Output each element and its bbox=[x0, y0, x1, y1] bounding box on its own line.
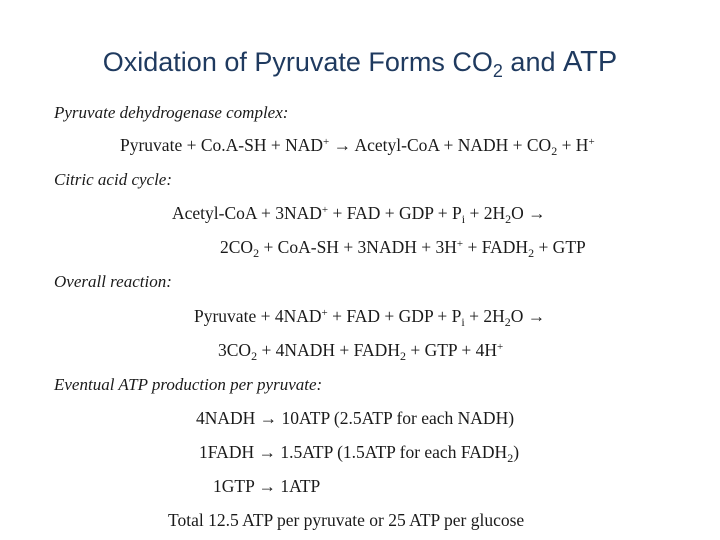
eq-sup: + bbox=[456, 238, 464, 250]
equation-cac-2 bbox=[220, 237, 586, 258]
eq-sup: + bbox=[321, 204, 329, 216]
eq-sub: i bbox=[461, 212, 466, 226]
eq-sup: + bbox=[321, 307, 328, 319]
eq-text: O → bbox=[510, 306, 546, 326]
section-heading-atp: Eventual ATP production per pyruvate: bbox=[54, 375, 323, 394]
section-heading-cac: Citric acid cycle: bbox=[54, 170, 173, 189]
eq-text: + 2H bbox=[465, 203, 506, 223]
equation-cac-1 bbox=[172, 203, 546, 224]
equation-overall-2 bbox=[218, 340, 503, 361]
title-text-atp: ATP bbox=[562, 46, 618, 78]
eq-sup: + bbox=[497, 341, 504, 353]
eq-sub: 2 bbox=[504, 315, 511, 329]
eq-text: Pyruvate + 4NAD bbox=[194, 306, 322, 326]
section-heading-overall: Overall reaction: bbox=[54, 272, 172, 291]
eq-sub: 2 bbox=[251, 349, 258, 363]
equation-overall-1 bbox=[194, 306, 545, 327]
eq-text: 3CO bbox=[218, 340, 252, 360]
eq-text: Acetyl-CoA + 3NAD bbox=[172, 203, 322, 223]
eq-sub: 2 bbox=[253, 246, 260, 260]
eq-sub: 2 bbox=[505, 212, 512, 226]
slide-title bbox=[0, 46, 720, 79]
eq-text: + GTP + 4H bbox=[405, 340, 497, 360]
eq-text: O → bbox=[511, 203, 546, 223]
atp-line-fadh bbox=[199, 442, 519, 463]
eq-text: + FADH bbox=[463, 237, 529, 257]
title-text-and: and bbox=[502, 47, 563, 77]
eq-sub: 2 bbox=[528, 246, 535, 260]
eq-sub: 2 bbox=[507, 451, 514, 465]
eq-sup: + bbox=[588, 136, 595, 148]
title-subscript: 2 bbox=[492, 61, 503, 81]
atp-line-nadh: 4NADH → 10ATP (2.5ATP for each NADH) bbox=[196, 408, 515, 428]
eq-text: 2CO bbox=[220, 237, 254, 257]
eq-text: + FAD + GDP + P bbox=[327, 306, 462, 326]
eq-text: + CoA-SH + 3NADH + 3H bbox=[259, 237, 457, 257]
eq-text: + 4NADH + FADH bbox=[257, 340, 400, 360]
eq-text: ) bbox=[513, 442, 520, 462]
atp-line-gtp: 1GTP → 1ATP bbox=[213, 476, 321, 496]
eq-text: 1FADH → 1.5ATP (1.5ATP for each FADH bbox=[199, 442, 508, 462]
eq-sub: 2 bbox=[551, 144, 558, 158]
eq-sub: i bbox=[461, 315, 465, 329]
eq-sup: + bbox=[323, 136, 330, 148]
eq-text: + FAD + GDP + P bbox=[328, 203, 462, 223]
eq-text: + 2H bbox=[464, 306, 505, 326]
eq-sub: 2 bbox=[399, 349, 406, 363]
equation-pdh bbox=[120, 135, 595, 156]
eq-text: + GTP bbox=[534, 237, 586, 257]
atp-total: Total 12.5 ATP per pyruvate or 25 ATP per glucose bbox=[168, 510, 525, 530]
eq-text: → Acetyl-CoA + NADH + CO bbox=[329, 135, 552, 155]
title-text: Oxidation of Pyruvate Forms CO bbox=[102, 47, 493, 77]
section-heading-pdh: Pyruvate dehydrogenase complex: bbox=[54, 103, 289, 122]
eq-text: Pyruvate + Co.A-SH + NAD bbox=[120, 135, 323, 155]
eq-text: + H bbox=[557, 135, 589, 155]
